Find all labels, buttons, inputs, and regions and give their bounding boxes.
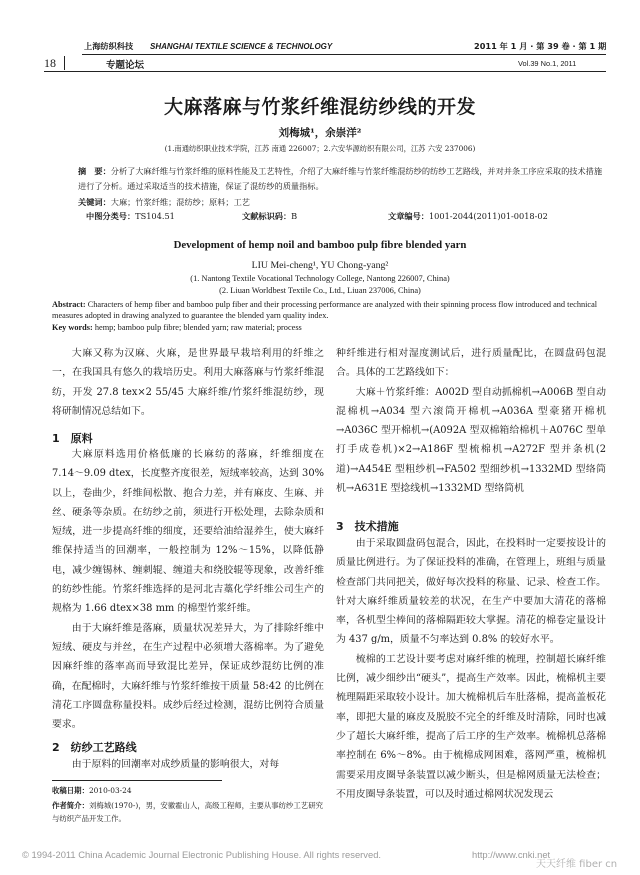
section-3-paragraph-2: 梳棉的工艺设计要考虑对麻纤维的梳理，控制超长麻纤维比例，减少细纱出“硬头”，提高生产效率。因此，梳棉机主要梳理隔距采取较小设计。加大梳棉机后车肚落棉，提高盖板花率，即把大量的麻皮及脱胶不完全的纤维及时清除，同时也减少了超长大麻纤维，提高了后工序的生产效率。梳棉机总落棉率控制在 6%～8%。由于梳棉成网困难，落网严重，梳棉机需要采用皮圈导条装置以减少断头，但是棉网质量无法检查；不用皮圈导条装置，可以及时通过棉网状况发现云 <box>336 653 606 800</box>
author-bio-label: 作者简介： <box>52 801 89 810</box>
section-1-paragraph-2: 由于大麻纤维是落麻，质量状况差异大，为了排除纤维中短绒、硬皮与并丝，在生产过程中必须增大落棉率。为了避免因麻纤维的落率高而导致混比差异，保证成纱混纺比例的准确，在配棉时，大麻纤维与竹浆纤维按干质量 58:42 的比例在清花工序圆盘称量投料。成纱后经过检测，混纺比例符合质量要求。 <box>52 622 324 731</box>
authors-cn: 刘梅城¹，余崇洋² <box>278 127 362 139</box>
section-2-paragraph-1: 由于原料的回潮率对成纱质量的影响很大，对每 <box>71 759 280 770</box>
keywords-en-label: Key words: <box>52 323 93 332</box>
abstract-cn-block <box>78 164 606 193</box>
journal-name-cn: 上海纺织科技 <box>84 41 134 51</box>
page-number-divider <box>64 56 65 70</box>
keywords-en-block <box>52 322 606 333</box>
abstract-label: 摘 要： <box>78 166 111 176</box>
clc-label: 中图分类号： <box>86 211 136 221</box>
process-route: 大麻＋竹浆纤维：A002D 型自动抓棉机→A006B 型自动混棉机→A034 型六滚筒开棉机→A036A 型豪猪开棉机→A036C 型开棉机→(A092A 型双棉箱给棉机＋A076C 型单打手成卷机)×2→A186F 型梳棉机→A272F 型并条机(2 道)→A454E 型粗纱机→FA502 型细纱机→1332MD 型络筒机→A631E 型捻线机→1332MD 型络筒机 <box>336 386 606 495</box>
article-no-label: 文章编号： <box>388 211 429 221</box>
watermark: 天天纤维 fiber cn <box>536 859 618 870</box>
section-1-body <box>52 445 324 734</box>
column-title: 专题论坛 <box>106 60 145 71</box>
page-number: 18 <box>44 56 56 70</box>
received-date <box>52 784 324 797</box>
keywords-cn: 大麻；竹浆纤维；混纺纱；原料；工艺 <box>110 197 250 207</box>
left-column-intro <box>52 344 324 421</box>
section-2-heading: 2 纺纱工艺路线 <box>52 741 137 754</box>
author-bio-text: 刘梅城(1970-)，男，安徽霍山人，高级工程师，主要从事纺纱工艺研究与纺织产品开发工作。 <box>52 801 323 823</box>
section-3-heading: 3 技术措施 <box>336 520 399 533</box>
section-1-heading: 1 原料 <box>52 432 93 445</box>
keywords-label: 关键词： <box>78 197 111 207</box>
authors-en: LIU Mei-cheng¹, YU Chong-yang² <box>251 260 389 271</box>
abstract-en-block <box>52 299 606 321</box>
received-label: 收稿日期： <box>52 786 89 795</box>
clc-block <box>86 211 175 222</box>
doc-code-block <box>242 211 297 222</box>
keywords-cn-block <box>78 195 606 210</box>
clc-value: TS104.51 <box>135 211 175 221</box>
affiliation-en-1: (1. Nantong Textile Vocational Technology College, Nantong 226007, China) <box>190 274 450 283</box>
journal-name-en: SHANGHAI TEXTILE SCIENCE & TECHNOLOGY <box>150 42 333 51</box>
section-1-paragraph-1: 大麻原料选用价格低廉的长麻纺的落麻，纤维细度在 7.14～9.09 dtex，长度整齐度很差，短绒率较高，达到 30% 以上，卷曲少，纤维间松散、抱合力差，并有麻皮、生麻、并丝、硬条等杂质。在纺纱之前，须进行开松处理，去除杂质和短绒，进一步提高纤维的细度，还要给油给湿养生，使大麻纤维保持适当的回潮率，一般控制为 12%～15%，以降低静电，减少缠锡林、缠刺辊、缠道夫和绕胶辊等现象，改善纤维的纺纱性能。竹浆纤维选择的是河北吉藁化学纤维公司生产的规格为 1.66 dtex×38 mm 的棉型竹浆纤维。 <box>52 449 324 615</box>
article-no-value: 1001-2044(2011)01-0018-02 <box>428 211 548 221</box>
abstract-cn: 分析了大麻纤维与竹浆纤维的原料性能及工艺特性，介绍了大麻纤维与竹浆纤维混纺纱的纺纱工艺路线，并对并条工序应采取的技术措施进行了分析。通过采取适当的技术措施，保证了混纺纱的质量指标。 <box>78 166 603 191</box>
volume-en: Vol.39 No.1, 2011 <box>518 59 577 68</box>
section-3-paragraph-1: 由于采取圆盘码包混合，因此，在投料时一定要按设计的质量比例进行。为了保证投料的准确，在管理上，班组与质量检查部门共同把关，做好每次投料的称量、记录、检查工作。针对大麻纤维质量较差的状况，在生产中要加大清花的落棉率，各机型尘棒间的落棉隔距较大掌握。清花的棉卷定量设计为 437 g/m，质量不匀率达到 0.8% 的较好水平。 <box>336 538 606 646</box>
article-title-cn: 大麻落麻与竹浆纤维混纺纱线的开发 <box>163 96 476 118</box>
author-bio <box>52 799 324 825</box>
intro-paragraph: 大麻又称为汉麻、火麻，是世界最早栽培利用的纤维之一，在我国具有悠久的栽培历史。利用大麻落麻与竹浆纤维混纺，开发 27.8 tex×2 55/45 大麻纤维/竹浆纤维混纺纱，现将研制情况总结如下。 <box>52 348 324 417</box>
doc-code-label: 文献标识码： <box>242 211 292 221</box>
cnki-link[interactable]: http://www.cnki.net <box>472 849 551 860</box>
copyright-notice: © 1994-2011 China Academic Journal Electronic Publishing House. All rights reserved. <box>22 849 382 860</box>
section-3-body <box>336 534 606 804</box>
header-rule <box>82 54 606 55</box>
keywords-en: hemp; bamboo pulp fibre; blended yarn; raw material; process <box>94 323 302 332</box>
affiliation-en-2: (2. Liuan Worldbest Textile Co., Ltd., Liuan 237006, China) <box>219 286 421 295</box>
continued-paragraph: 种纤维进行相对湿度测试后，进行质量配比，在圆盘码包混合。具体的工艺路线如下： <box>336 348 606 379</box>
header-bottom-rule <box>44 71 606 72</box>
section-2-body <box>52 755 324 774</box>
affiliation-cn: (1.南通纺织职业技术学院，江苏 南通 226007；2.六安华源纺织有限公司，江苏 六安 237006) <box>164 144 476 153</box>
issue-info: 2011 年 1 月 · 第 39 卷 · 第 1 期 <box>474 41 607 51</box>
right-column-top <box>336 344 606 498</box>
abstract-en-label: Abstract: <box>52 300 86 309</box>
article-no-block <box>388 211 548 222</box>
article-title-en: Development of hemp noil and bamboo pulp fibre blended yarn <box>173 239 467 251</box>
abstract-en: Characters of hemp fiber and bamboo pulp fiber and their processing performance are analyzed with their spinning process flow introduced and technical measures adopted in drawing analyzed to guarantee the blended yarn quality index. <box>52 300 598 321</box>
received-value: 2010-03-24 <box>88 786 132 795</box>
doc-code-value: B <box>291 211 298 221</box>
footnote-rule <box>52 780 222 781</box>
